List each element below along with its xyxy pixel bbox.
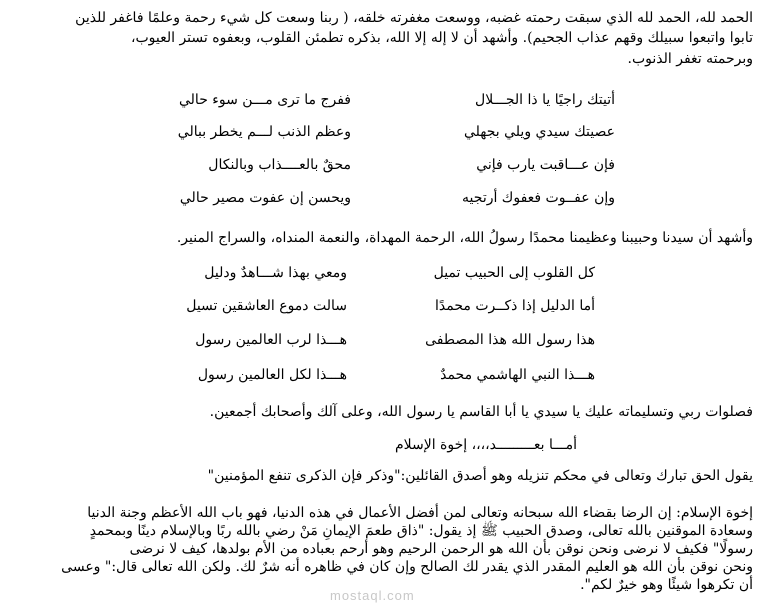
- poem2-line1-first: كل القلوب إلى الحبيب تميل: [433, 265, 595, 281]
- watermark-text: mostaql.com: [330, 588, 415, 603]
- poem1-line1-second: ففرج ما ترى مـــن سوء حالي: [179, 92, 351, 108]
- testimony-line: وأشهد أن سيدنا وحبيبنا وعظيمنا محمدًا رسولُ الله، الرحمة المهداة، والنعمة المنداه، والسراج المنير.: [176, 230, 753, 246]
- intro-line-3: وبرحمته تغفر الذنوب.: [627, 51, 753, 67]
- salawat-line: فصلوات ربي وتسليماته عليك يا سيدي يا أبا القاسم يا رسول الله، وعلى آلك وأصحابك أجمعين.: [209, 404, 753, 420]
- intro-line-2: تابوا واتبعوا سبيلك وقهم عذاب الجحيم). وأشهد أن لا إله إلا الله، بذكره تطمئن القلوب، وبعفوه تستر العيوب،: [130, 30, 753, 46]
- poem2-line1-second: ومعي بهذا شـــاهدٌ ودليل: [204, 265, 347, 281]
- amma-baad-line: أمـــا بعـــــــــد،،،، إخوة الإسلام: [394, 437, 577, 453]
- poem2-line2-second: سالت دموع العاشقين تسيل: [186, 298, 347, 314]
- poem1-line4-second: ويحسن إن عفوت مصير حالي: [179, 190, 351, 206]
- poem1-line1-first: أتيتك راجيًا يا ذا الجـــلال: [475, 92, 615, 108]
- intro-line-1: الحمد لله، الحمد لله الذي سبقت رحمته غضبه، ووسعت مغفرته خلقه، ( ربنا وسعت كل شيء رحمة وعلمًا فاغفر للذين: [75, 10, 753, 26]
- poem1-line2-first: عصيتك سيدي ويلي بجهلي: [463, 124, 615, 140]
- verse-quote-line: يقول الحق تبارك وتعالى في محكم تنزيله وهو أصدق القائلين:"وذكر فإن الذكرى تنفع المؤمنين": [207, 468, 753, 484]
- final-line-2: وسعادة الموقنين بالله تعالى، وصدق الحبيب ﷺ إذ يقول: "ذاق طعمَ الإيمانِ مَنْ رضي بالله ربًا وبالإسلام دينًا وبمحمدٍ: [89, 523, 753, 539]
- poem2-line3-first: هذا رسول الله هذا المصطفى: [425, 332, 595, 348]
- poem1-line3-first: فإن عـــاقبت يارب فإني: [476, 157, 615, 173]
- final-line-4: ونحن نوقن بأن الله هو العليم المقدر الذي يقدر لك الصالح وإن كان في ظاهره أنه شرٌ لك. ولكن الله تعالى قال:" وعسى: [61, 559, 753, 575]
- poem2-line4-first: هـــذا النبي الهاشمي محمدٌ: [440, 367, 595, 383]
- poem1-line4-first: وإن عفــوت فعفوك أرتجيه: [462, 190, 615, 206]
- poem2-line2-first: أما الدليل إذا ذكــرت محمدًا: [435, 298, 595, 314]
- poem1-line3-second: محقٌ بالعــــذاب وبالنكال: [208, 157, 351, 173]
- final-line-3: رسولًا" فكيف لا نرضى ونحن نوقن بأن الله هو الرحمن الرحيم وهو أرحم بعباده من الأم بولدها، كيف لا نرضى: [129, 541, 753, 557]
- poem2-line3-second: هـــذا لرب العالمين رسول: [195, 332, 347, 348]
- poem1-line2-second: وعظم الذنب لـــم يخطر ببالي: [177, 124, 351, 140]
- poem2-line4-second: هـــذا لكل العالمين رسول: [197, 367, 347, 383]
- final-line-5: أن تكرهوا شيئًا وهو خيرٌ لكم".: [580, 577, 753, 593]
- final-line-1: إخوة الإسلام: إن الرضا بقضاء الله سبحانه وتعالى لمن أفضل الأعمال في هذه الدنيا، فهو باب الله الأعظم وجنة الدنيا: [87, 505, 753, 521]
